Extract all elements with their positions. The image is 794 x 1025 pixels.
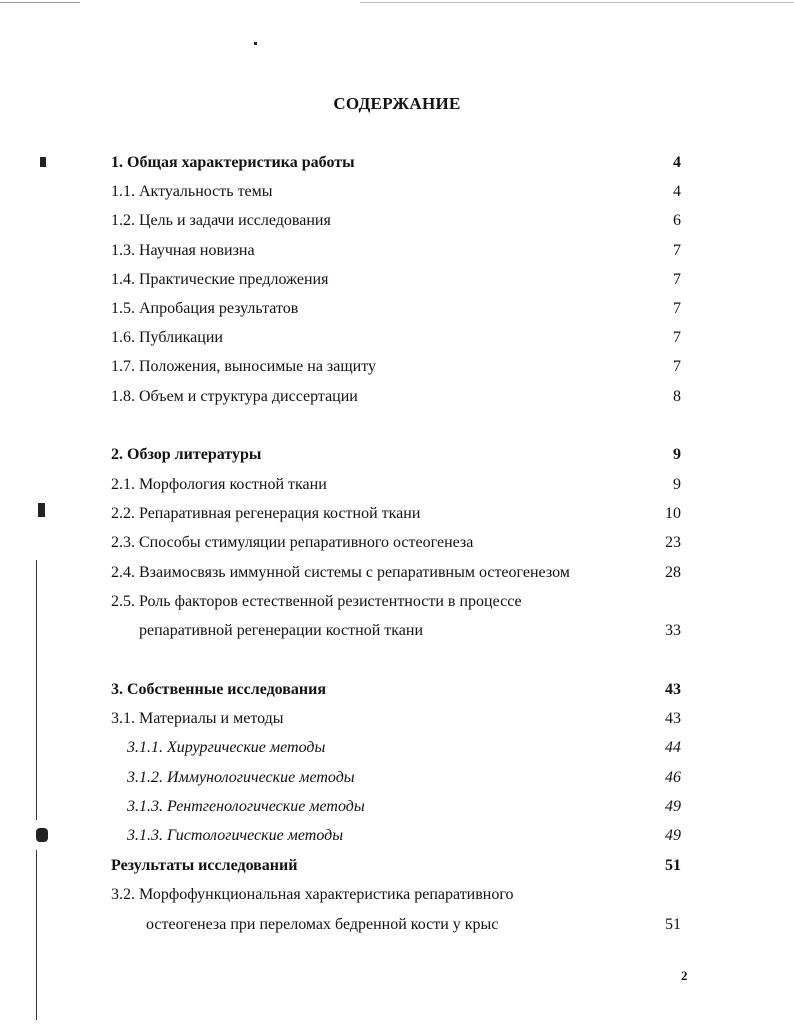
toc-entry-label: 1. Общая характеристика работы	[111, 154, 355, 171]
toc-entry-page: 7	[673, 300, 681, 317]
toc-entry	[111, 152, 681, 174]
toc-entry-page: 9	[673, 476, 681, 493]
toc-entry-label: Результаты исследований	[111, 857, 298, 874]
toc-entry	[111, 298, 681, 320]
scan-edge-line	[36, 560, 37, 820]
toc-entry-label: репаративной регенерации костной ткани	[139, 622, 424, 639]
toc-entry-page: 6	[673, 212, 681, 229]
toc-entry-label: 1.6. Публикации	[111, 329, 223, 346]
toc-entry-page: 49	[665, 798, 681, 815]
scan-dot	[254, 42, 257, 45]
toc-entry-label: 2.2. Репаративная регенерация костной ткани	[111, 505, 421, 522]
scan-edge-line	[360, 2, 794, 3]
toc-entry-label: 2.3. Способы стимуляции репаративного остеогенеза	[111, 534, 474, 551]
toc-entry	[111, 240, 681, 262]
toc-entry-page: 8	[673, 388, 681, 405]
toc-entry-label: 1.7. Положения, выносимые на защиту	[111, 358, 377, 375]
toc-entry-label: 3.1.3. Рентгенологические методы	[127, 798, 365, 815]
toc-entry-page: 10	[665, 505, 681, 522]
toc-entry	[111, 914, 681, 936]
toc-entry-page: 7	[673, 358, 681, 375]
toc-entry-page: 23	[665, 534, 681, 551]
toc-entry-page: 7	[673, 271, 681, 288]
toc-entry	[111, 327, 681, 349]
toc-entry-page: 9	[673, 446, 681, 463]
toc-entry-page: 49	[665, 827, 681, 844]
toc-entry-page: 44	[665, 739, 681, 756]
toc-entry	[111, 562, 681, 584]
toc-entry	[111, 356, 681, 378]
scan-mark	[40, 157, 46, 167]
toc-entry-page: 43	[665, 710, 681, 727]
toc-entry-label: 2.4. Взаимосвязь иммунной системы с репаративным остеогенезом	[111, 564, 570, 581]
toc-entry	[111, 796, 681, 818]
toc-entry-label: остеогенеза при переломах бедренной кости у крыс	[146, 916, 499, 933]
toc-entry	[111, 269, 681, 291]
toc-entry-label: 3.1. Материалы и методы	[111, 710, 284, 727]
toc-entry	[111, 532, 681, 554]
toc-entry-label: 3.1.2. Иммунологические методы	[127, 769, 355, 786]
toc-entry-label: 1.4. Практические предложения	[111, 271, 329, 288]
toc-entry	[111, 737, 681, 759]
page-number: 2	[681, 968, 688, 983]
toc-entry	[111, 679, 681, 701]
toc-title: СОДЕРЖАНИЕ	[333, 94, 461, 113]
toc-entry	[111, 767, 681, 789]
toc-entry	[111, 444, 681, 466]
toc-entry	[111, 620, 681, 642]
toc-entry-label: 1.1. Актуальность темы	[111, 183, 273, 200]
toc-entry-page: 33	[665, 622, 681, 639]
toc-entry-page: 51	[665, 916, 681, 933]
toc-entry-label: 1.5. Апробация результатов	[111, 300, 299, 317]
toc-entry	[111, 210, 681, 232]
toc-entry-label: 2.1. Морфология костной ткани	[111, 476, 327, 493]
toc-entry-label: 3.2. Морфофункциональная характеристика репаративного	[111, 886, 514, 903]
toc-entry-page: 46	[665, 769, 681, 786]
scan-edge-line	[0, 2, 80, 3]
toc-entry-page: 4	[673, 183, 681, 200]
toc-entry-label: 1.8. Объем и структура диссертации	[111, 388, 358, 405]
toc-entry-page: 51	[665, 857, 681, 874]
scan-edge-line	[36, 850, 37, 1020]
toc-entry	[111, 386, 681, 408]
toc-entry-label: 1.3. Научная новизна	[111, 242, 255, 259]
toc-entry	[111, 503, 681, 525]
toc-entry	[111, 591, 681, 613]
toc-entry-label: 3. Собственные исследования	[111, 681, 327, 698]
toc-entry-label: 3.1.3. Гистологические методы	[127, 827, 344, 844]
scan-mark	[36, 828, 48, 842]
toc-entry-page: 4	[673, 154, 681, 171]
toc-entry-label: 3.1.1. Хирургические методы	[127, 739, 326, 756]
toc-entry	[111, 855, 681, 877]
toc-entry	[111, 825, 681, 847]
toc-entry	[111, 708, 681, 730]
toc-entry-page: 7	[673, 329, 681, 346]
toc-entry-label: 2.5. Роль факторов естественной резистентности в процессе	[111, 593, 522, 610]
toc-entry-page: 43	[665, 681, 681, 698]
toc-entry-page: 28	[665, 564, 681, 581]
toc-entry-label: 1.2. Цель и задачи исследования	[111, 212, 331, 229]
toc-entry-label: 2. Обзор литературы	[111, 446, 262, 463]
toc-entry	[111, 474, 681, 496]
toc-entry	[111, 884, 681, 906]
toc-entry-page: 7	[673, 242, 681, 259]
scan-mark	[38, 503, 45, 517]
toc-entry	[111, 181, 681, 203]
